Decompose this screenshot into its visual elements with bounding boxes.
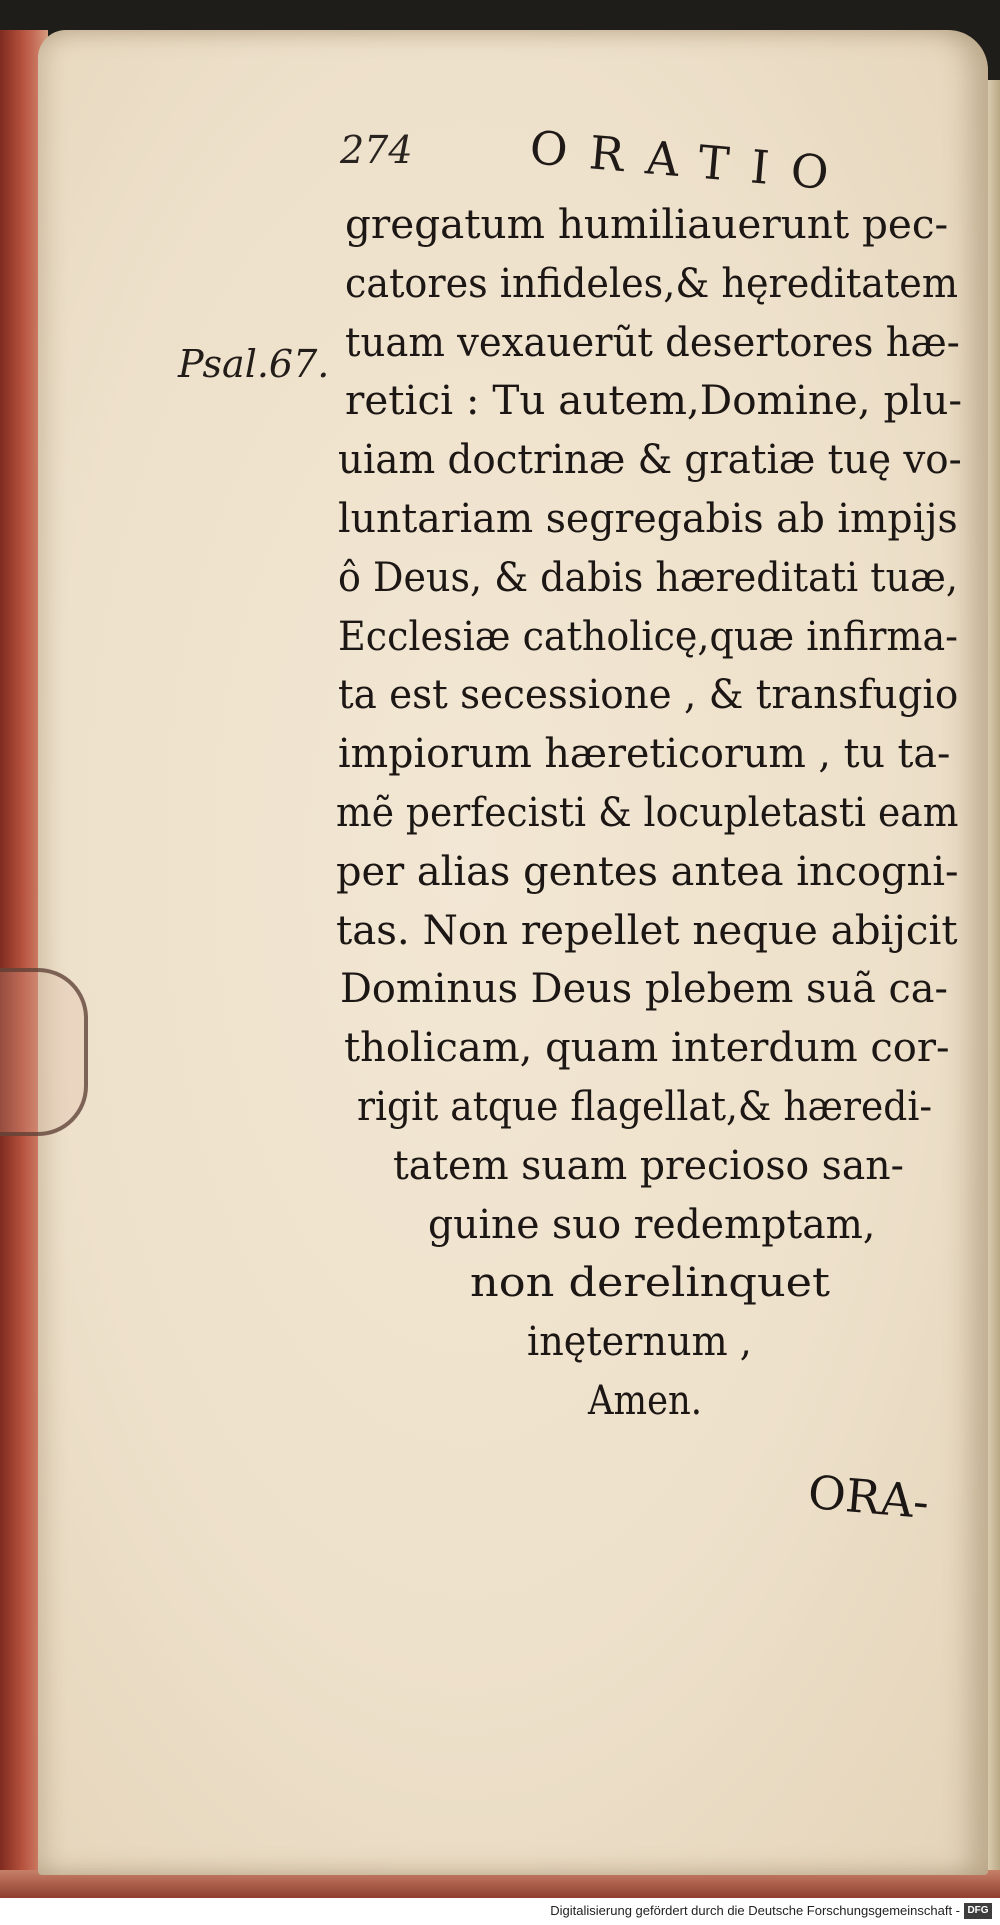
- catchword: ORA-: [805, 1464, 932, 1530]
- text-line: per alias gentes antea incogni-: [336, 848, 959, 895]
- footer-bar: [0, 1898, 1000, 1925]
- text-line: luntariam segregabis ab impijs: [338, 496, 958, 542]
- running-head: ORATIO: [527, 120, 853, 202]
- text-line: guine suo redemptam,: [428, 1201, 876, 1248]
- text-line: tas. Non repellet neque abijcit: [336, 907, 958, 954]
- text-line: Ecclesiæ catholicę,quæ infirma-: [338, 613, 959, 660]
- text-line: ô Deus, & dabis hæreditati tuæ,: [338, 554, 958, 601]
- dfg-logo: DFG: [964, 1903, 992, 1919]
- text-line: Amen.: [588, 1378, 703, 1424]
- text-line: impiorum hæreticorum , tu ta-: [338, 731, 951, 778]
- text-line: tatem suam precioso san-: [393, 1142, 904, 1189]
- text-line: mẽ perfecisti & locupletasti eam: [336, 790, 959, 836]
- text-line: retici : Tu autem,Domine, plu-: [345, 378, 963, 425]
- footer-credit: Digitalisierung gefördert durch die Deutsche Forschungsgemeinschaft -: [550, 1903, 960, 1918]
- text-line: inęternum ,: [527, 1319, 752, 1366]
- text-line: tholicam, quam interdum cor-: [344, 1025, 950, 1072]
- text-line: tuam vexauerũt desertores hæ-: [345, 319, 960, 366]
- text-line: non derelinquet: [470, 1260, 830, 1307]
- book-clip: [0, 968, 88, 1136]
- page-number: 274: [340, 128, 413, 172]
- text-line: ta est secessione , & transfugio: [338, 672, 959, 719]
- text-line: Dominus Deus plebem suã ca-: [340, 966, 948, 1013]
- text-line: uiam doctrinæ & gratiæ tuę vo-: [338, 437, 962, 484]
- margin-note: Psal.67.: [178, 342, 330, 386]
- text-line: gregatum humiliauerunt pec-: [345, 202, 949, 248]
- text-line: rigit atque flagellat,& hæredi-: [357, 1084, 933, 1130]
- text-line: catores infideles,& hęreditatem: [345, 260, 958, 307]
